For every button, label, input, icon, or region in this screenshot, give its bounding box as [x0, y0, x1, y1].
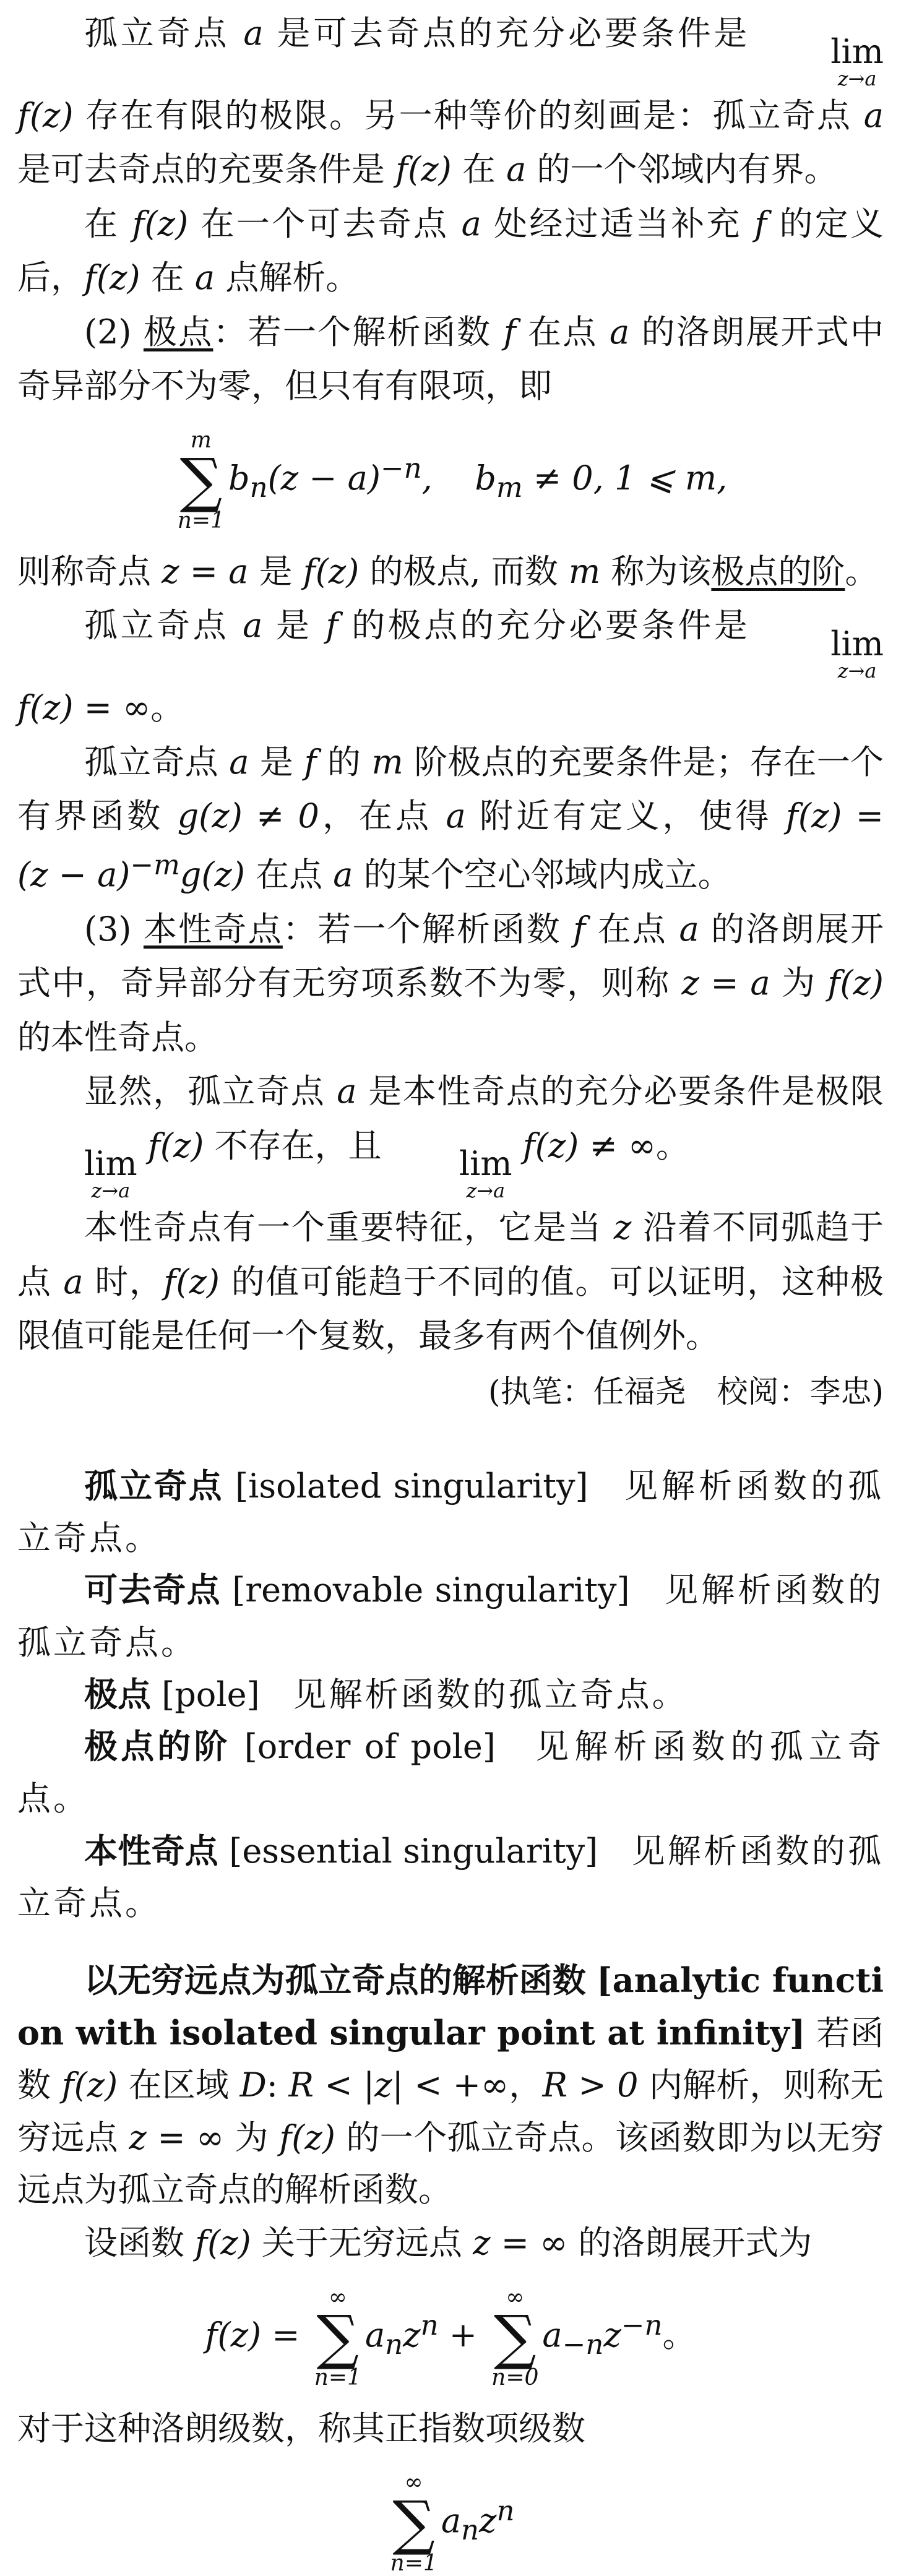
text: ，在点	[319, 796, 446, 835]
entry-english: [analytic function with isolated singular point at infinity]	[17, 1960, 884, 2053]
equation-term	[542, 2308, 663, 2361]
math-inline: a	[337, 1072, 357, 1111]
math-inline: a	[461, 204, 481, 243]
lim-subscript: z→a	[837, 66, 877, 90]
equation-positive-series	[17, 2470, 884, 2575]
text: 不存在，且	[204, 1126, 392, 1165]
math-inline: f(z)	[163, 1262, 220, 1301]
text: 是	[262, 606, 326, 645]
lim-subscript: z→a	[91, 1179, 131, 1203]
text: 的极点的充分必要条件是	[338, 606, 764, 645]
paragraph-essential-feature	[17, 1200, 884, 1363]
text: 的本性奇点。	[17, 1017, 218, 1057]
text: ：若一个解析函数	[213, 312, 504, 351]
math-inline: z	[613, 1208, 632, 1247]
math-inline: a	[863, 95, 884, 135]
text: 在一个可去奇点	[188, 204, 462, 243]
math-superscript: n	[496, 2494, 515, 2527]
math-superscript: −n	[380, 451, 422, 485]
text: 是	[248, 551, 303, 591]
paragraph-essential-definition	[17, 902, 884, 1064]
entry-head: 极点	[84, 1674, 151, 1714]
lim-word: lim	[830, 32, 884, 71]
math-subscript: n	[385, 2327, 403, 2361]
math-inline: f	[573, 909, 586, 949]
math-inline: f(z)	[827, 963, 884, 1003]
text: 在点	[244, 855, 334, 895]
entry-english: [isolated singularity]	[235, 1466, 588, 1506]
entry-removable-singularity	[17, 1564, 884, 1668]
text: 本性奇点有一个重要特征，它是当	[84, 1208, 614, 1247]
entry-cross-reference: 见解析函数的孤立奇点。	[17, 1831, 884, 1923]
term-pole-order: 极点的阶	[711, 551, 845, 591]
entry-isolated-singularity	[17, 1460, 884, 1564]
math-inline: f	[304, 742, 317, 782]
sum-lower-limit: n=1	[177, 508, 225, 534]
math-inline: f(z)	[147, 1126, 204, 1165]
text: 则称奇点	[17, 551, 162, 591]
math-text: a	[542, 2315, 563, 2354]
math-text: +	[438, 2315, 488, 2354]
math-subscript: n	[461, 2513, 479, 2546]
lim-word: lim	[84, 1144, 137, 1184]
text: 在区域	[118, 2066, 240, 2105]
summation	[390, 2470, 438, 2575]
item-number: (3)	[84, 909, 144, 949]
text: 关于无穷远点	[251, 2223, 473, 2263]
math-inline: a	[194, 258, 215, 298]
text: 为	[770, 963, 828, 1003]
math-inline: a	[243, 14, 264, 53]
entry-head: 可去奇点	[84, 1570, 221, 1610]
sum-symbol: ∑	[179, 446, 223, 515]
math-inline: f	[325, 606, 338, 645]
summation	[491, 2285, 538, 2390]
text: 的	[316, 742, 372, 782]
text: ：若一个解析函数	[282, 909, 574, 949]
math-inline: m	[569, 551, 601, 591]
entry-english: [removable singularity]	[232, 1570, 630, 1610]
text: :	[266, 2066, 289, 2105]
math-inline: z = a	[162, 551, 249, 591]
text: 在点	[515, 312, 610, 351]
text: 的洛朗展开式中奇异部分不为零，但只有有限项，即	[17, 312, 884, 406]
sum-upper-limit: m	[190, 427, 212, 453]
text: 存在有限的极限。另一种等价的刻画是：孤立奇点	[73, 95, 864, 135]
equation-term	[441, 2494, 515, 2546]
entry-english: [pole]	[162, 1674, 260, 1714]
math-text: z	[603, 2315, 621, 2354]
math-inline: m	[371, 742, 403, 782]
lim-word: lim	[830, 624, 884, 664]
math-inline: a	[609, 312, 630, 351]
entry-essential-singularity	[17, 1825, 884, 1929]
paragraph-laurent-at-infinity	[17, 2216, 884, 2270]
sum-upper-limit: ∞	[328, 2284, 347, 2310]
math-inline: z = ∞	[473, 2223, 568, 2263]
math-inline: z = a	[681, 963, 770, 1003]
text: 内解析，则称无穷远点	[17, 2066, 884, 2157]
text: 孤立奇点	[84, 14, 244, 53]
equation-principal-part	[17, 428, 884, 533]
entry-cross-reference: 见解析函数的孤立奇点。	[17, 1570, 884, 1662]
text: 。	[150, 688, 184, 728]
summation	[178, 428, 225, 533]
entry-list	[17, 1460, 884, 1929]
text: 为	[224, 2117, 280, 2157]
equation-body	[228, 451, 728, 504]
math-inline: f(z)	[279, 2117, 335, 2157]
sum-lower-limit: n=1	[314, 2365, 361, 2391]
math-inline: a	[243, 606, 263, 645]
entry-infinity-singularity	[17, 1954, 884, 2216]
text: 的某个空心邻域内成立。	[353, 855, 731, 895]
text: 在	[140, 258, 195, 298]
summation	[314, 2285, 361, 2390]
text: 是可去奇点的充要条件是	[17, 150, 396, 189]
math-inline: a	[679, 909, 699, 949]
math-subscript: −n	[562, 2327, 604, 2361]
sum-upper-limit: ∞	[506, 2284, 525, 2310]
sum-lower-limit: n=1	[390, 2551, 438, 2576]
text: 处经过适当补充	[481, 204, 755, 243]
math-inline: f	[754, 204, 767, 243]
section-gap	[17, 1929, 884, 1954]
term-pole: 极点	[143, 312, 213, 351]
text: 是本性奇点的充分必要条件是极限	[356, 1072, 884, 1111]
math-text: z	[403, 2315, 421, 2354]
text: 孤立奇点	[84, 742, 230, 782]
math-text: a	[364, 2315, 386, 2354]
math-text: g(z)	[179, 855, 245, 895]
text: 在	[451, 150, 507, 189]
text: 。	[655, 1126, 689, 1165]
math-superscript: n	[420, 2308, 439, 2341]
equation-laurent-series	[17, 2285, 884, 2390]
text: 的洛朗展开式中，奇异部分有无穷项系数不为零，则称	[17, 909, 884, 1003]
entry-cross-reference: 见解析函数的孤立奇点。	[293, 1674, 688, 1714]
limit-operator	[17, 1144, 137, 1203]
text: 的洛朗展开式为	[567, 2223, 813, 2263]
math-inline: f(z) =	[17, 688, 112, 728]
text: 在点	[585, 909, 679, 949]
limit-operator	[764, 624, 884, 683]
math-inline: a	[506, 150, 527, 189]
text: 点解析。	[215, 258, 360, 298]
text: 的一个孤立奇点。该函数即为以无穷远点为孤立奇点的解析函数。	[17, 2117, 884, 2209]
math-inline: f(z) =	[785, 796, 884, 835]
text: 的定义后，	[17, 204, 884, 298]
entry-english: [order of pole]	[244, 1727, 496, 1767]
text: 的极点, 而数	[359, 551, 569, 591]
math-superscript: −n	[621, 2308, 663, 2341]
math-inline: a	[229, 742, 249, 782]
sum-lower-limit: n=0	[491, 2365, 539, 2391]
paragraph-pole-criterion	[17, 598, 884, 734]
text: 阶极点的充要条件是；存在一个有界函数	[17, 742, 884, 835]
text: ，	[509, 2066, 543, 2105]
sum-symbol: ∑	[494, 2302, 537, 2372]
lim-subscript: z→a	[466, 1179, 506, 1203]
math-inline: f(z)	[195, 2223, 251, 2263]
math-inline: f(z)	[395, 150, 452, 189]
math-text: b	[228, 458, 250, 498]
math-text: , b	[421, 458, 497, 498]
text: 对于这种洛朗级数，称其正指数项级数	[17, 2409, 585, 2448]
sum-symbol: ∑	[316, 2302, 360, 2372]
math-text: (z − a)	[267, 458, 381, 498]
paragraph-essential-criterion	[17, 1064, 884, 1203]
math-inline: a	[446, 796, 466, 835]
math-inline: f(z)	[84, 258, 140, 298]
math-inline: f(z)	[17, 95, 74, 135]
math-text: z	[479, 2501, 497, 2540]
entry-pole	[17, 1669, 884, 1721]
limit-operator	[392, 1144, 512, 1203]
math-inline: R > 0	[542, 2066, 639, 2105]
lim-word: lim	[459, 1144, 512, 1184]
text: 的值可能趋于不同的值。可以证明，这种极限值可能是任何一个复数，最多有两个值例外。	[17, 1262, 884, 1356]
entry-head: 孤立奇点	[84, 1466, 223, 1506]
math-inline: z = ∞	[129, 2117, 225, 2157]
paragraph-pole-order	[17, 545, 884, 598]
text: 附近有定义，使得	[465, 796, 786, 835]
math-inline	[17, 848, 245, 895]
text: 是可去奇点的充分必要条件是	[263, 14, 764, 53]
entry-cross-reference: 见解析函数的孤立奇点。	[17, 1727, 884, 1819]
math-inline: a	[63, 1262, 84, 1301]
text: 孤立奇点	[84, 606, 243, 645]
text: 。	[662, 2315, 696, 2354]
term-essential: 本性奇点	[143, 909, 283, 949]
math-text: (z − a)	[17, 855, 131, 895]
math-inline: ∞	[123, 688, 151, 728]
math-inline: R < |z| < +∞	[288, 2066, 509, 2105]
math-inline: D	[239, 2066, 267, 2105]
text: 在	[84, 204, 132, 243]
paragraph-positive-part	[17, 2402, 884, 2455]
item-number: (2)	[84, 312, 144, 351]
text: 沿着不同弧趋于点	[17, 1208, 884, 1301]
paragraph-removable-criterion	[17, 6, 884, 197]
math-text: ≠ 0, 1 ⩽ m,	[522, 458, 728, 498]
text: 的一个邻域内有界。	[526, 150, 838, 189]
paragraph-pole-definition	[17, 305, 884, 413]
text: 。	[845, 551, 879, 591]
text: 是	[249, 742, 304, 782]
sum-symbol: ∑	[392, 2488, 435, 2558]
math-inline: f(z) ≠ ∞	[522, 1126, 656, 1165]
math-inline: f(z)	[303, 551, 360, 591]
entry-english: [essential singularity]	[229, 1831, 598, 1871]
math-inline: g(z) ≠ 0	[177, 796, 319, 835]
math-inline: f	[503, 312, 516, 351]
entry-head: 极点的阶	[84, 1727, 231, 1767]
entry-head: 以无穷远点为孤立奇点的解析函数	[84, 1960, 586, 2000]
math-inline: f(z)	[132, 204, 189, 243]
text: 若函数	[17, 2014, 884, 2105]
text: 显然，孤立奇点	[84, 1072, 337, 1111]
equation-term	[364, 2308, 439, 2361]
limit-operator	[764, 32, 884, 90]
sum-upper-limit: ∞	[404, 2470, 423, 2496]
section-gap	[17, 1417, 884, 1460]
lim-subscript: z→a	[837, 659, 877, 683]
math-subscript: m	[496, 470, 523, 504]
math-inline: f(z)	[61, 2066, 118, 2105]
paragraph-m-order-pole	[17, 735, 884, 902]
text: 设函数	[84, 2223, 196, 2263]
text: 称为该	[600, 551, 712, 591]
text: 时，	[83, 1262, 164, 1301]
paragraph-removable-extension	[17, 197, 884, 305]
math-inline: a	[333, 855, 353, 895]
math-subscript: n	[249, 470, 268, 504]
math-text: a	[441, 2501, 462, 2540]
entry-cross-reference: 见解析函数的孤立奇点。	[17, 1466, 884, 1558]
entry-head: 本性奇点	[84, 1831, 218, 1871]
math-text: f(z) =	[205, 2315, 300, 2354]
author-signature: (执笔：任福尧 校阅：李忠)	[488, 1373, 884, 1410]
entry-order-of-pole	[17, 1721, 884, 1825]
math-superscript: −m	[130, 848, 180, 882]
